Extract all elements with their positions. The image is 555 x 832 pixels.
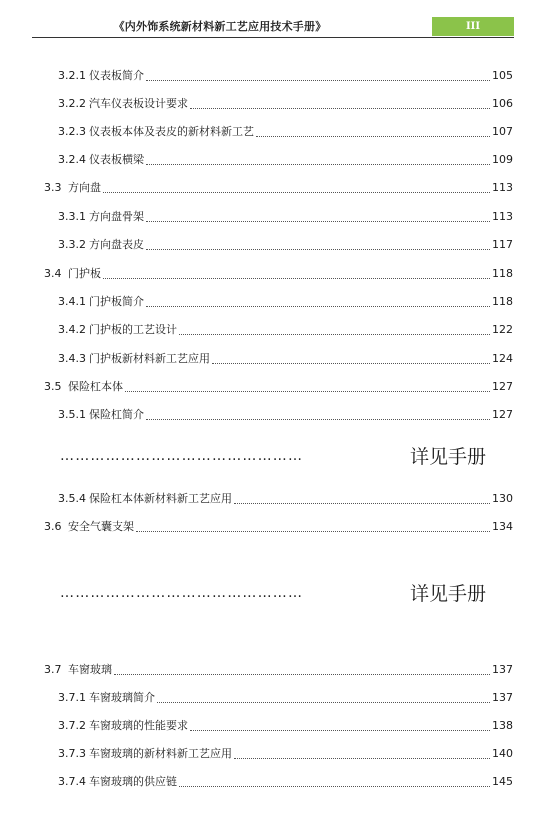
toc-number: 3.2.3 (58, 125, 86, 138)
toc-subsection-row (0, 96, 555, 112)
toc-title: 仪表板横梁 (89, 153, 144, 166)
toc-number: 3.7.3 (58, 747, 86, 760)
toc-dot-leader (136, 519, 490, 532)
toc-dot-leader (256, 124, 490, 137)
toc-page-number: 124 (492, 352, 513, 365)
toc-page-number: 130 (492, 492, 513, 505)
toc-subsection-row (0, 124, 555, 140)
toc-title: 门护板 (68, 267, 101, 280)
toc-page-number: 109 (492, 153, 513, 166)
omission-row (60, 448, 520, 476)
toc-number: 3.6 (44, 520, 62, 533)
toc-dot-leader (157, 690, 490, 703)
toc-dot-leader (146, 407, 490, 420)
toc-number: 3.7.4 (58, 775, 86, 788)
toc-page-number: 138 (492, 719, 513, 732)
see-manual-note: 详见手册 (410, 583, 487, 605)
toc-title: 方向盘骨架 (89, 210, 144, 223)
toc-title: 车窗玻璃的新材料新工艺应用 (89, 747, 232, 760)
toc-section-row (0, 379, 555, 395)
toc-dot-leader (146, 68, 490, 81)
toc-page-number: 145 (492, 775, 513, 788)
toc-title: 门护板简介 (89, 295, 144, 308)
toc-title: 仪表板简介 (89, 69, 144, 82)
toc-section-row (0, 180, 555, 196)
toc-subsection-row (0, 774, 555, 790)
toc-subsection-row (0, 746, 555, 762)
toc-dot-leader (212, 351, 490, 364)
toc-section-row (0, 662, 555, 678)
toc-dot-leader (146, 237, 490, 250)
toc-page-number: 107 (492, 125, 513, 138)
toc-number: 3.5.4 (58, 492, 86, 505)
toc-page-number: 127 (492, 408, 513, 421)
toc-title: 车窗玻璃 (68, 663, 112, 676)
toc-number: 3.2.1 (58, 69, 86, 82)
toc-page-number: 137 (492, 663, 513, 676)
toc-subsection-row (0, 152, 555, 168)
toc-number: 3.3.2 (58, 238, 86, 251)
toc-page-number: 118 (492, 267, 513, 280)
see-manual-note: 详见手册 (410, 446, 487, 468)
toc-page-number: 113 (492, 210, 513, 223)
toc-title: 方向盘 (68, 181, 101, 194)
toc-subsection-row (0, 322, 555, 338)
page-numeral-badge: III (432, 17, 514, 36)
toc-number: 3.7.2 (58, 719, 86, 732)
toc-title: 安全气囊支架 (68, 520, 134, 533)
omission-dots: ………………………………………… (60, 448, 304, 464)
toc-subsection-row (0, 68, 555, 84)
toc-dot-leader (125, 379, 490, 392)
toc-number: 3.4.1 (58, 295, 86, 308)
toc-subsection-row (0, 351, 555, 367)
toc-dot-leader (146, 152, 490, 165)
omission-row (60, 585, 520, 613)
toc-page-number: 134 (492, 520, 513, 533)
toc-title: 车窗玻璃简介 (89, 691, 155, 704)
toc-title: 汽车仪表板设计要求 (89, 97, 188, 110)
toc-number: 3.7 (44, 663, 62, 676)
toc-dot-leader (146, 294, 490, 307)
toc-title: 方向盘表皮 (89, 238, 144, 251)
toc-number: 3.2.4 (58, 153, 86, 166)
toc-dot-leader (190, 718, 490, 731)
toc-dot-leader (234, 491, 490, 504)
toc-subsection-row (0, 718, 555, 734)
toc-dot-leader (234, 746, 490, 759)
toc-number: 3.4.3 (58, 352, 86, 365)
toc-subsection-row (0, 407, 555, 423)
toc-subsection-row (0, 690, 555, 706)
toc-dot-leader (103, 180, 490, 193)
toc-title: 门护板的工艺设计 (89, 323, 177, 336)
toc-subsection-row (0, 209, 555, 225)
toc-page-number: 140 (492, 747, 513, 760)
toc-page-number: 117 (492, 238, 513, 251)
toc-page-number: 118 (492, 295, 513, 308)
toc-subsection-row (0, 491, 555, 507)
toc-dot-leader (179, 774, 490, 787)
toc-title: 保险杠本体 (68, 380, 123, 393)
toc-dot-leader (190, 96, 490, 109)
toc-page-number: 105 (492, 69, 513, 82)
toc-title: 保险杠简介 (89, 408, 144, 421)
toc-page-number: 122 (492, 323, 513, 336)
toc-dot-leader (114, 662, 490, 675)
toc-dot-leader (146, 209, 490, 222)
toc-number: 3.3 (44, 181, 62, 194)
toc-number: 3.3.1 (58, 210, 86, 223)
page-header-title: 《内外饰系统新材料新工艺应用技术手册》 (113, 20, 327, 33)
toc-dot-leader (179, 322, 490, 335)
toc-section-row (0, 266, 555, 282)
toc-title: 车窗玻璃的供应链 (89, 775, 177, 788)
toc-number: 3.4.2 (58, 323, 86, 336)
toc-title: 保险杠本体新材料新工艺应用 (89, 492, 232, 505)
toc-page-number: 113 (492, 181, 513, 194)
toc-dot-leader (103, 266, 490, 279)
toc-section-row (0, 519, 555, 535)
toc-page-number: 137 (492, 691, 513, 704)
omission-dots: ………………………………………… (60, 585, 304, 601)
toc-title: 仪表板本体及表皮的新材料新工艺 (89, 125, 254, 138)
toc-title: 车窗玻璃的性能要求 (89, 719, 188, 732)
toc-number: 3.5 (44, 380, 62, 393)
toc-subsection-row (0, 237, 555, 253)
toc-title: 门护板新材料新工艺应用 (89, 352, 210, 365)
toc-page-number: 127 (492, 380, 513, 393)
toc-page-number: 106 (492, 97, 513, 110)
toc-number: 3.5.1 (58, 408, 86, 421)
toc-number: 3.2.2 (58, 97, 86, 110)
header-rule (32, 37, 514, 38)
toc-number: 3.7.1 (58, 691, 86, 704)
toc-subsection-row (0, 294, 555, 310)
toc-number: 3.4 (44, 267, 62, 280)
